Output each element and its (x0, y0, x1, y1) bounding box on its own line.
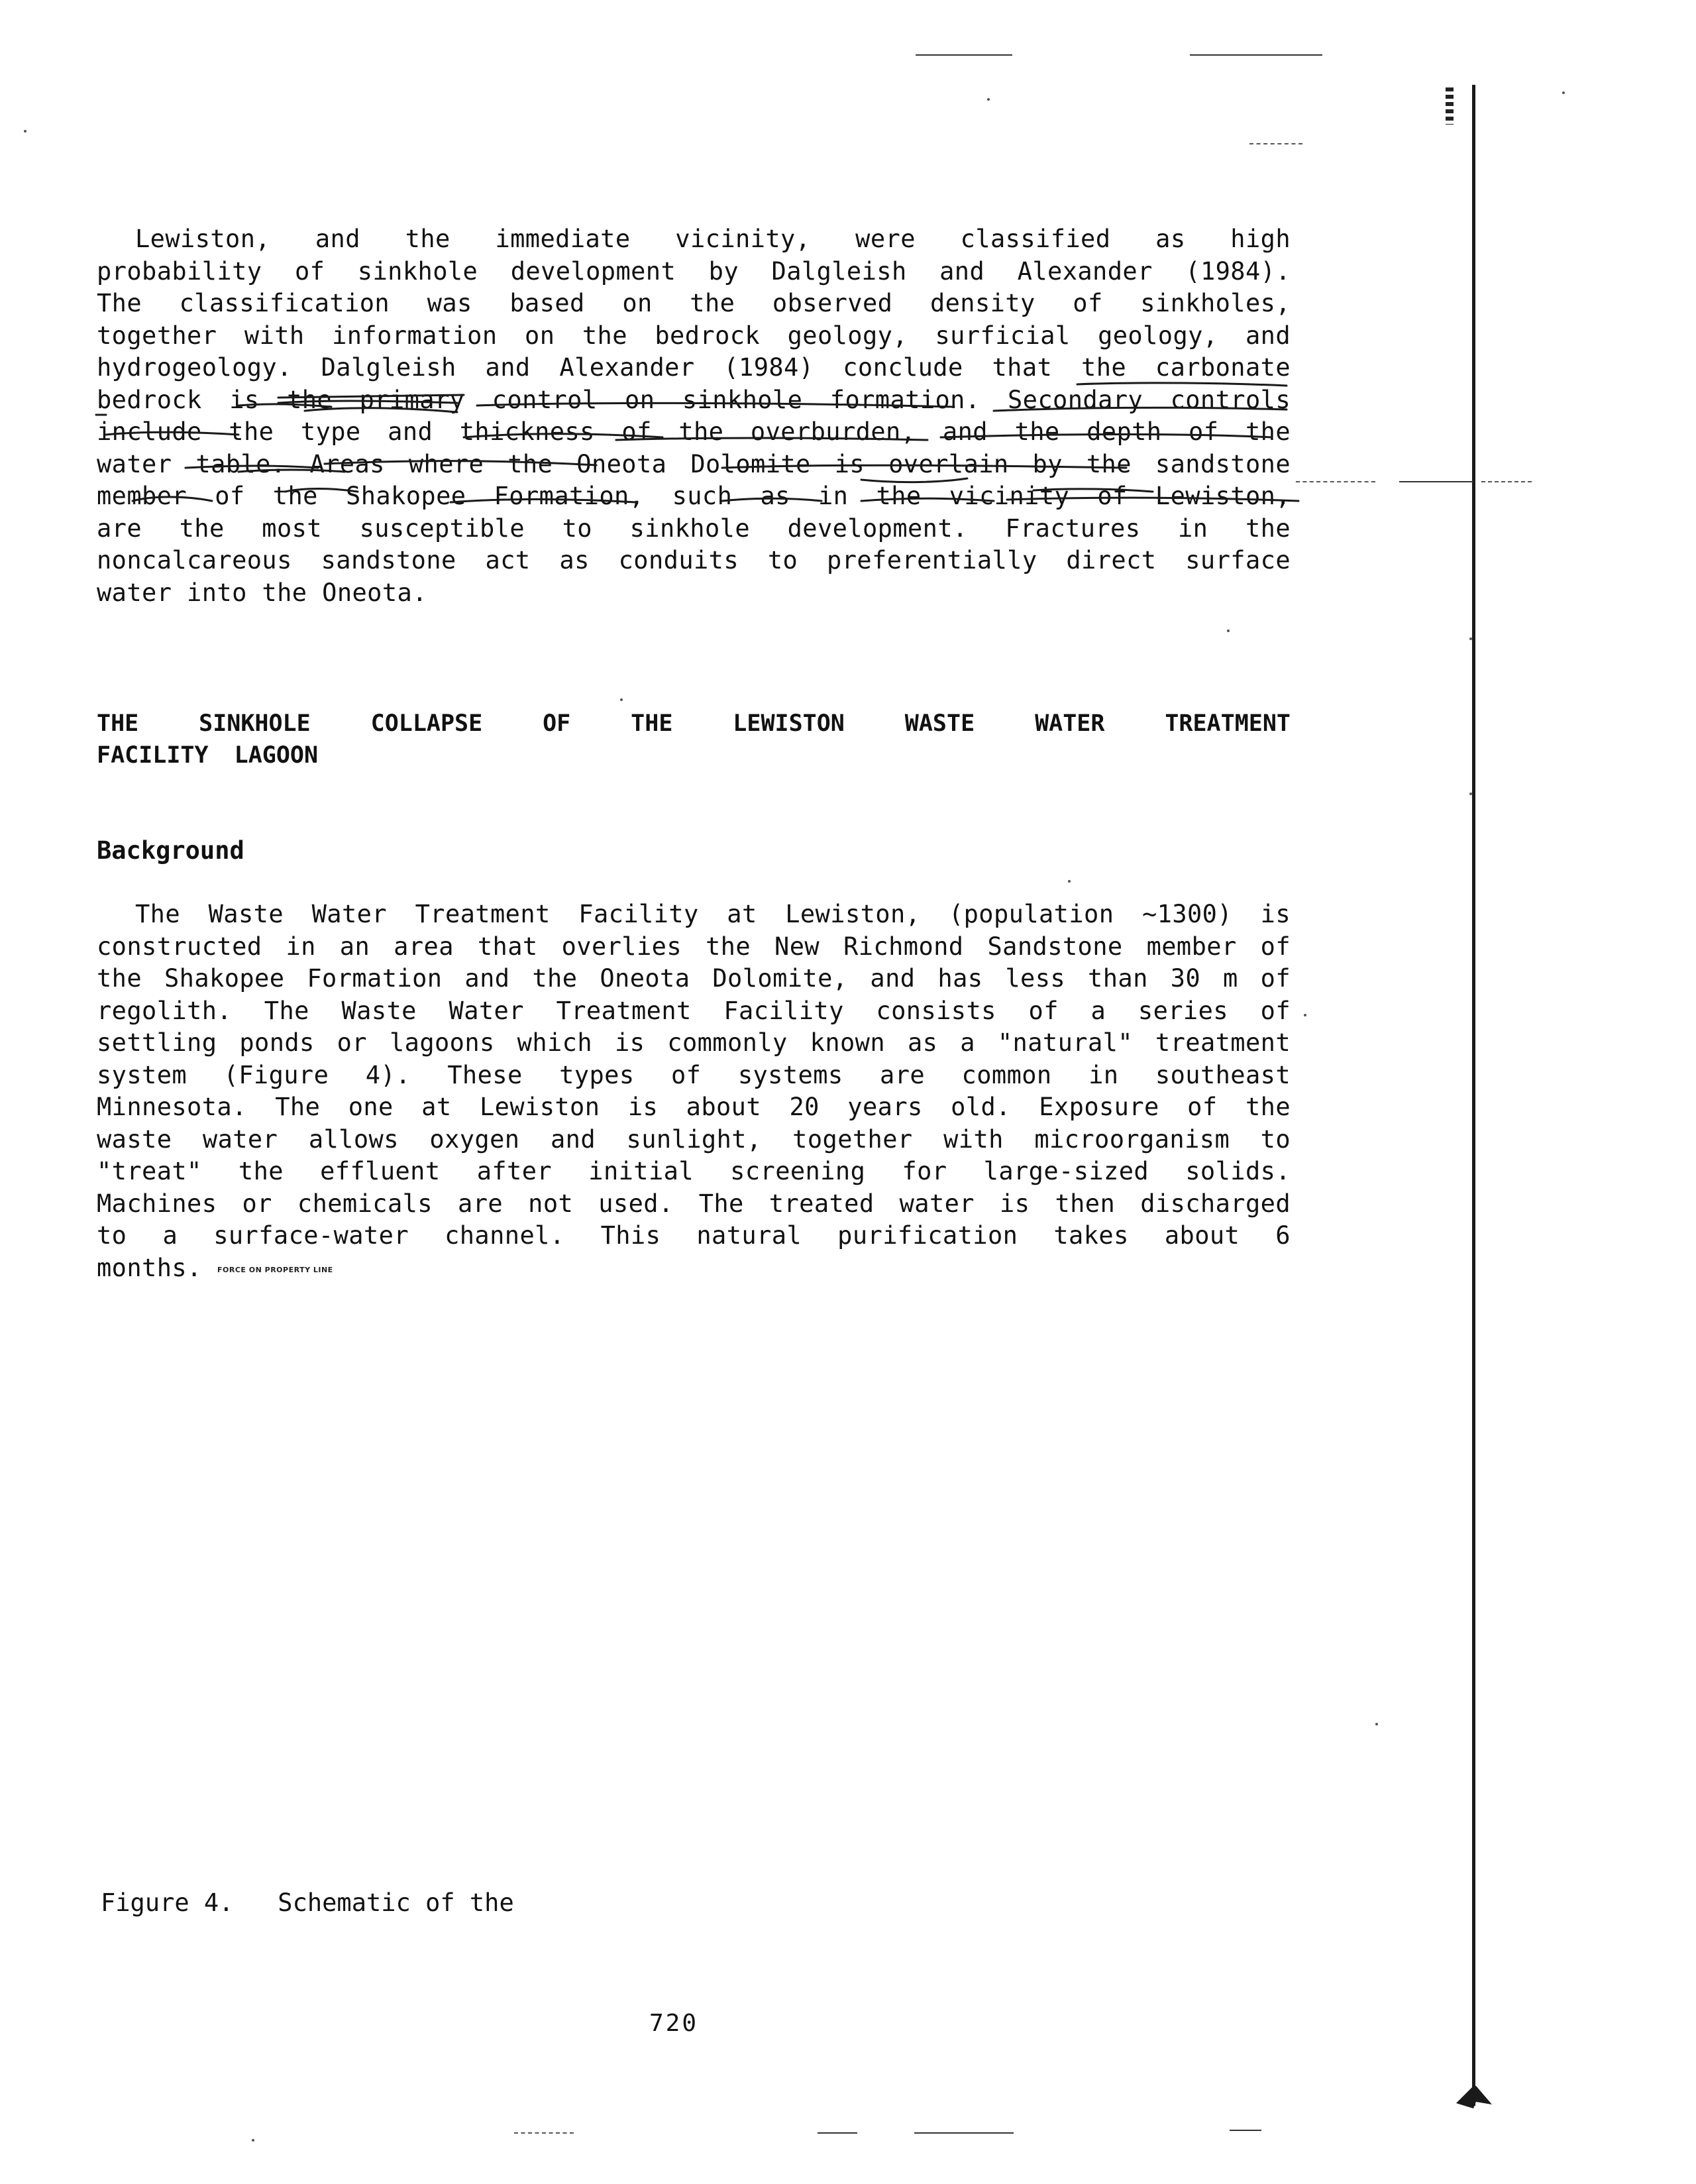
section-heading-line: THE SINKHOLE COLLAPSE OF THE LEWISTON WASTE WATER TREATMENT (97, 710, 1291, 737)
intro-line: The classification was based on the observed density of sinkholes, (97, 289, 1291, 317)
bottom-dotted-rule-left (514, 2132, 574, 2134)
scan-speck (987, 98, 990, 101)
scan-speck (252, 2139, 254, 2142)
top-dotted-rule (1249, 143, 1302, 144)
intro-paragraph (97, 223, 1291, 609)
section-heading (97, 708, 1291, 771)
background-paragraph (97, 899, 1291, 1284)
intro-line: water into the Oneota. (97, 578, 427, 607)
stamp-text: FORCE ON PROPERTY LINE (217, 1266, 333, 1274)
background-line: constructed in an area that overlies the New Richmond Sandstone member of (97, 932, 1291, 961)
background-line: "treat" the effluent after initial screening for large-sized solids. (97, 1157, 1291, 1185)
margin-tick-marks (1446, 87, 1454, 125)
intro-line: together with information on the bedrock geology, surficial geology, and (97, 321, 1291, 350)
scan-speck (1227, 629, 1230, 632)
background-line: Minnesota. The one at Lewiston is about 20 years old. Exposure of the (97, 1093, 1291, 1121)
scan-speck (1562, 91, 1565, 94)
scan-speck (1375, 1723, 1378, 1725)
page-number: 720 (649, 2010, 699, 2037)
top-rule-right (1190, 54, 1322, 56)
subsection-heading: Background (97, 836, 244, 865)
section-heading-line: FACILITY LAGOON (97, 742, 319, 769)
background-line: regolith. The Waste Water Treatment Facility consists of a series of (97, 996, 1291, 1025)
intro-line: water table. Areas where the Oneota Dolomite is overlain by the sandstone (97, 449, 1291, 478)
side-dotted-rule-left (1296, 481, 1375, 482)
background-line: The Waste Water Treatment Facility at Lewiston, (population ~1300) is (135, 900, 1291, 928)
background-line: the Shakopee Formation and the Oneota Dolomite, and has less than 30 m of (97, 964, 1291, 993)
scan-speck (1469, 792, 1472, 795)
intro-line: probability of sinkhole development by Dalgleish and Alexander (1984). (97, 256, 1291, 286)
background-line: months. (97, 1253, 202, 1282)
background-line: system (Figure 4). These types of systems are common in southeast (97, 1060, 1291, 1089)
background-line: Machines or chemicals are not used. The treated water is then discharged (97, 1189, 1291, 1218)
bottom-rule-long (914, 2132, 1014, 2134)
scan-speck (24, 130, 26, 133)
side-dotted-rule-right (1481, 481, 1532, 482)
background-line: waste water allows oxygen and sunlight, together with microorganism to (97, 1124, 1291, 1154)
intro-line: Lewiston, and the immediate vicinity, were classified as high (135, 225, 1291, 253)
bottom-rule-middle (818, 2132, 857, 2134)
intro-line: bedrock is the primary control on sinkhole formation. Secondary controls (97, 385, 1291, 414)
top-rule-left (916, 54, 1012, 56)
scan-speck (1068, 880, 1071, 883)
side-rule (1399, 481, 1473, 482)
intro-line: include the type and thickness of the overburden, and the depth of the (97, 417, 1291, 446)
background-line: to a surface-water channel. This natural purification takes about 6 (97, 1221, 1291, 1250)
margin-bar-foot (1456, 2086, 1492, 2108)
intro-line: member of the Shakopee Formation, such as in the vicinity of Lewiston, (97, 482, 1291, 510)
scan-speck (620, 698, 623, 701)
background-line: settling ponds or lagoons which is commonly known as a "natural" treatment (97, 1028, 1291, 1057)
margin-bar (1472, 85, 1475, 2106)
figure-caption: Figure 4. Schematic of the (101, 1888, 514, 1917)
scan-speck (1304, 1014, 1306, 1016)
intro-line: hydrogeology. Dalgleish and Alexander (1984) conclude that the carbonate (97, 353, 1291, 382)
intro-line: are the most susceptible to sinkhole development. Fractures in the (97, 514, 1291, 543)
scan-speck (1469, 637, 1472, 640)
bottom-rule-right (1230, 2130, 1261, 2131)
intro-line: noncalcareous sandstone act as conduits to preferentially direct surface (97, 546, 1291, 574)
